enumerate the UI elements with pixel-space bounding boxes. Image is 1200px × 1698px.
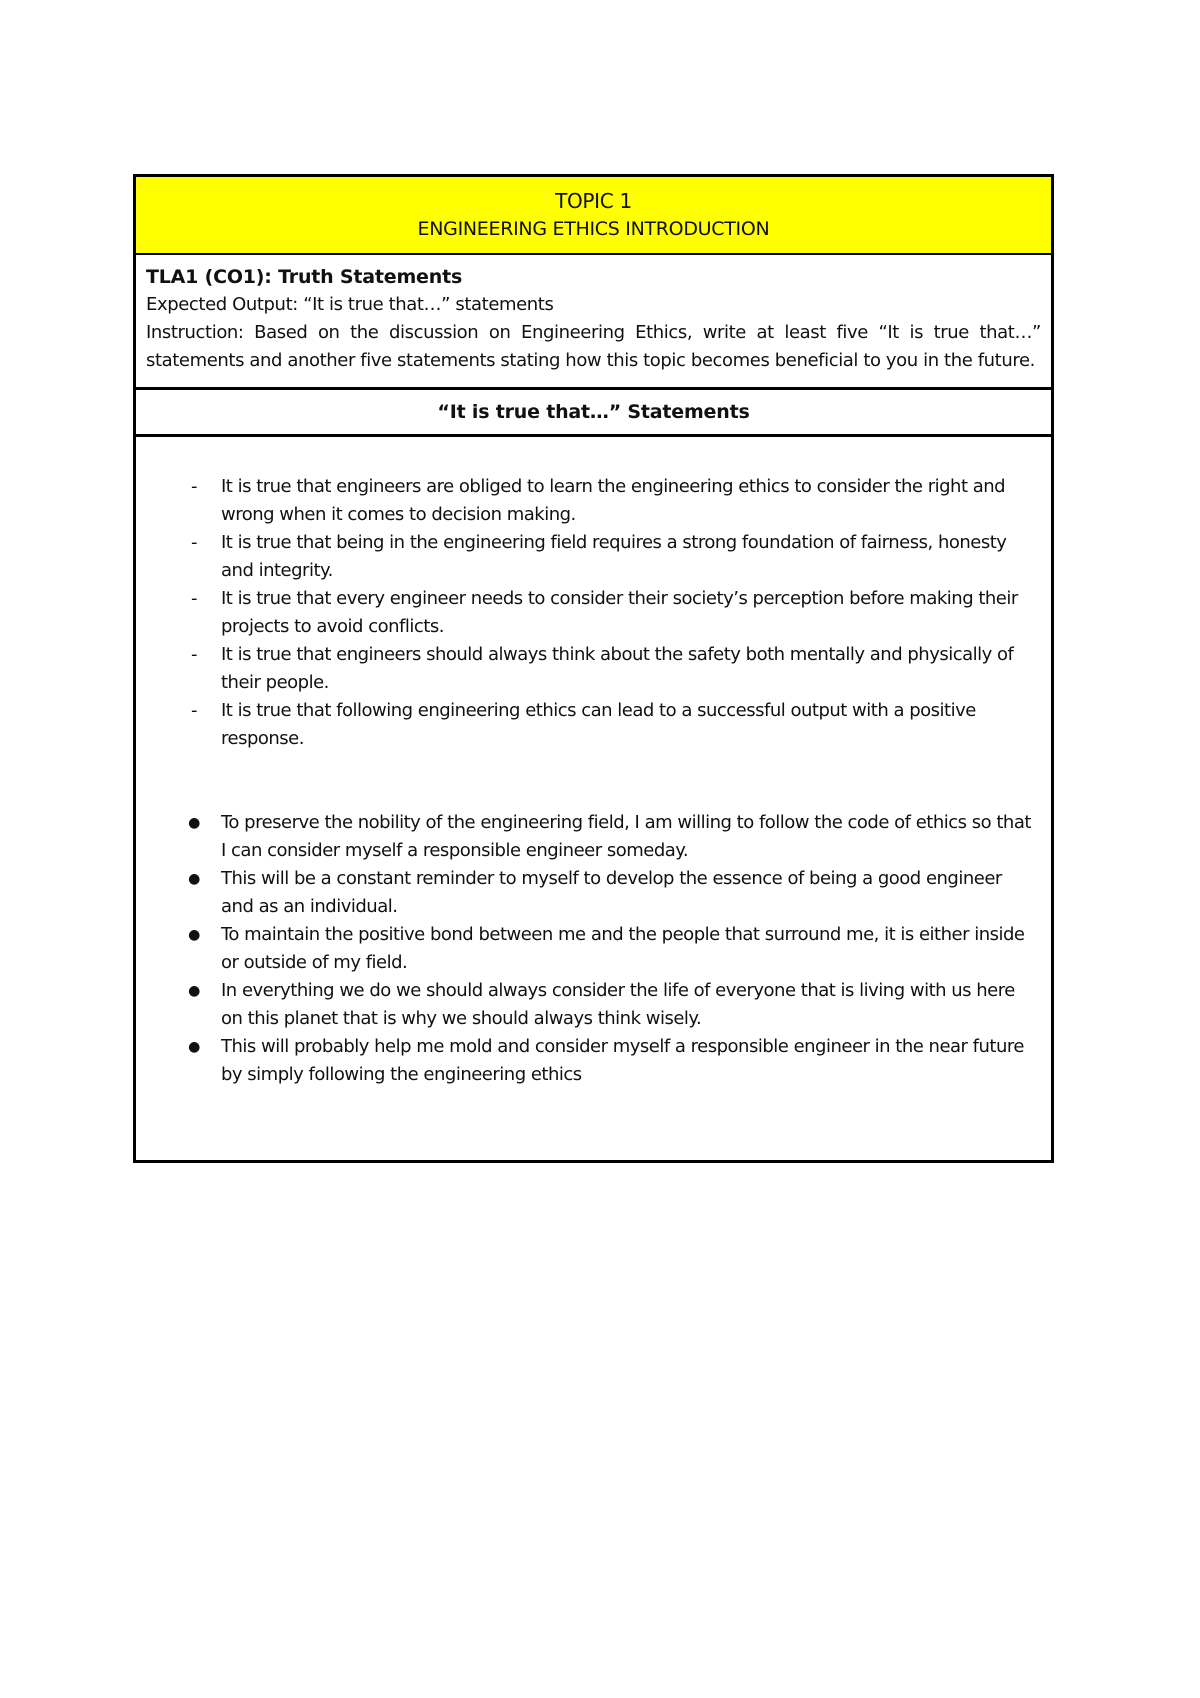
expected-output: Expected Output: “It is true that…” statements (146, 294, 554, 315)
document-table (133, 174, 1054, 1163)
dash-marker: - (191, 476, 197, 497)
list-item-text: It is true that engineers should always think about the safety both mentally and physically of their people. (221, 644, 1014, 693)
list-item (136, 585, 1051, 641)
dash-marker: - (191, 644, 197, 665)
bullet-icon: ● (188, 927, 200, 943)
list-item-text: It is true that following engineering ethics can lead to a successful output with a positive response. (221, 700, 976, 749)
list-item (136, 921, 1051, 977)
dash-marker: - (191, 700, 197, 721)
list-item-text: To maintain the positive bond between me and the people that surround me, it is either inside or outside of my field. (221, 924, 1025, 973)
list-item-text: This will be a constant reminder to myself to develop the essence of being a good engineer and as an individual. (221, 868, 1002, 917)
topic-subtitle: ENGINEERING ETHICS INTRODUCTION (417, 218, 770, 240)
statements-heading: “It is true that…” Statements (136, 390, 1051, 437)
bullet-icon: ● (188, 983, 200, 999)
dash-marker: - (191, 532, 197, 553)
instruction-text: Instruction: Based on the discussion on Engineering Ethics, write at least five “It is true that…” statements and another five statements stating how this topic becomes beneficial to you in the future. (146, 322, 1041, 371)
list-item (136, 1033, 1051, 1089)
list-item-text: It is true that engineers are obliged to learn the engineering ethics to consider the right and wrong when it comes to decision making. (221, 476, 1006, 525)
list-item-text: It is true that being in the engineering field requires a strong foundation of fairness, honesty and integrity. (221, 532, 1007, 581)
activity-info (136, 255, 1051, 390)
list-item (136, 529, 1051, 585)
bullet-icon: ● (188, 1039, 200, 1055)
list-item-text: In everything we do we should always consider the life of everyone that is living with us here on this planet that is why we should always think wisely. (221, 980, 1015, 1029)
list-item-text: It is true that every engineer needs to consider their society’s perception before making their projects to avoid conflicts. (221, 588, 1018, 637)
topic-header (136, 177, 1051, 255)
bullet-icon: ● (188, 815, 200, 831)
list-item (136, 865, 1051, 921)
list-item (136, 809, 1051, 865)
activity-title: TLA1 (CO1): Truth Statements (146, 266, 463, 288)
list-item-text: To preserve the nobility of the engineering field, I am willing to follow the code of ethics so that I can consider myself a responsible engineer someday. (221, 812, 1031, 861)
list-item-text: This will probably help me mold and consider myself a responsible engineer in the near future by simply following the engineering ethics (221, 1036, 1024, 1085)
topic-title: TOPIC 1 (555, 189, 632, 213)
dash-marker: - (191, 588, 197, 609)
list-item (136, 473, 1051, 529)
benefit-statements-list (136, 809, 1051, 1089)
list-item (136, 977, 1051, 1033)
bullet-icon: ● (188, 871, 200, 887)
list-item (136, 697, 1051, 753)
truth-statements-list (136, 473, 1051, 753)
statements-content (136, 437, 1051, 1160)
list-item (136, 641, 1051, 697)
